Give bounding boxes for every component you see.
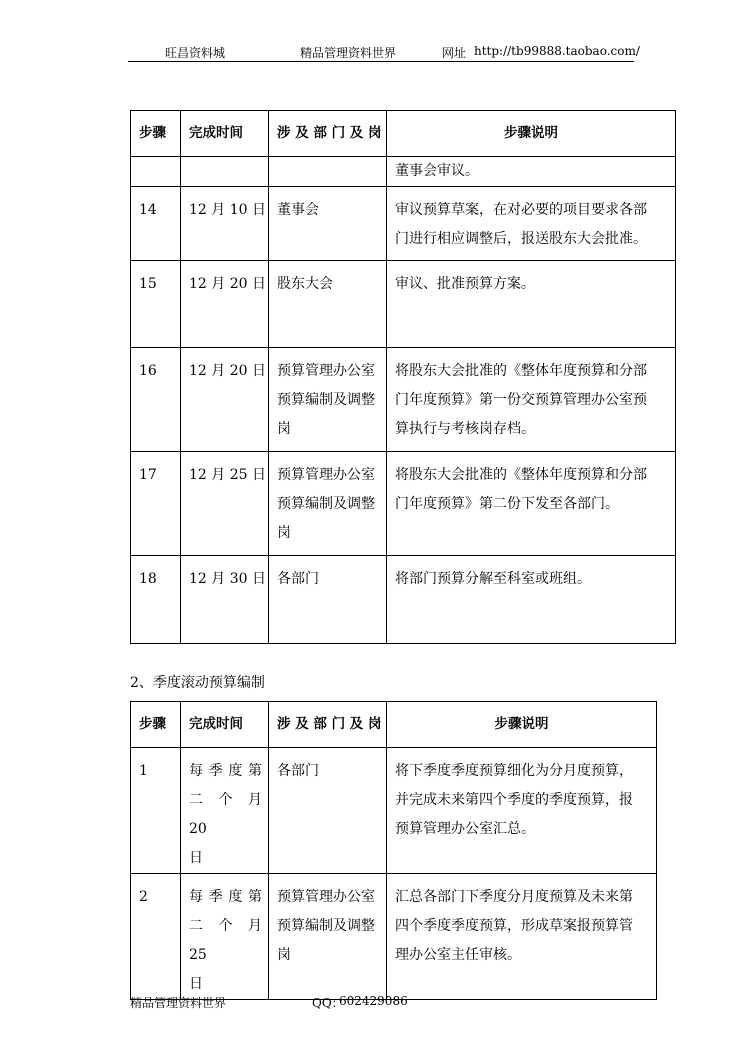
step-cell: 2 <box>131 874 181 1000</box>
table-header-row <box>131 111 676 157</box>
footer-left-text: 精品管理资料世界 <box>130 996 227 1010</box>
header-url-label: 网址 <box>442 46 467 60</box>
budget-steps-table-annual <box>130 110 676 644</box>
desc-cell: 将股东大会批准的《整体年度预算和分部 门年度预算》第一份交预算管理办公室预 算执行与考核岗存档。 <box>387 348 676 452</box>
desc-cell: 将股东大会批准的《整体年度预算和分部 门年度预算》第二份下发至各部门。 <box>387 452 676 556</box>
footer-qq-number: 602429086 <box>339 994 408 1008</box>
header-rule <box>128 61 634 62</box>
time-cell: 12 月 25 日 <box>181 452 269 556</box>
col-header-time: 完成时间 <box>181 111 269 157</box>
table-row <box>131 556 676 644</box>
table-row-continuation <box>131 157 676 187</box>
col-header-step: 步骤 <box>131 111 181 157</box>
table-row <box>131 261 676 348</box>
dept-cell: 预算管理办公室 预算编制及调整 岗 <box>269 452 387 556</box>
continuation-text: 董事会审议。 <box>387 157 676 187</box>
table-row <box>131 874 657 1000</box>
dept-cell: 各部门 <box>269 748 387 874</box>
budget-steps-table-quarterly <box>130 701 657 1000</box>
time-cell: 每 季 度 第 二 个 月 20 日 <box>181 748 269 874</box>
dept-cell: 董事会 <box>269 187 387 261</box>
dept-cell: 股东大会 <box>269 261 387 348</box>
table-row <box>131 187 676 261</box>
step-cell: 15 <box>131 261 181 348</box>
col-header-step: 步骤 <box>131 702 181 748</box>
desc-cell: 汇总各部门下季度分月度预算及未来第 四个季度季度预算，形成草案报预算管 理办公室主任审核。 <box>387 874 657 1000</box>
step-cell: 16 <box>131 348 181 452</box>
step-cell: 1 <box>131 748 181 874</box>
desc-cell: 将下季度季度预算细化为分月度预算， 并完成未来第四个季度的季度预算，报 预算管理办公室汇总。 <box>387 748 657 874</box>
dept-cell: 各部门 <box>269 556 387 644</box>
col-header-desc: 步骤说明 <box>387 111 676 157</box>
time-cell: 每 季 度 第 二 个 月 25 日 <box>181 874 269 1000</box>
table-row <box>131 452 676 556</box>
time-cell: 12 月 30 日 <box>181 556 269 644</box>
section-heading: 2、季度滚动预算编制 <box>130 675 265 691</box>
col-header-desc: 步骤说明 <box>387 702 657 748</box>
desc-cell: 审议、批准预算方案。 <box>387 261 676 348</box>
step-cell: 17 <box>131 452 181 556</box>
footer-qq-label: QQ： <box>312 996 344 1010</box>
step-cell: 14 <box>131 187 181 261</box>
table-header-row <box>131 702 657 748</box>
time-cell: 12 月 10 日 <box>181 187 269 261</box>
step-cell: 18 <box>131 556 181 644</box>
time-cell: 12 月 20 日 <box>181 261 269 348</box>
dept-cell: 预算管理办公室 预算编制及调整 岗 <box>269 348 387 452</box>
dept-cell: 预算管理办公室 预算编制及调整 岗 <box>269 874 387 1000</box>
time-cell: 12 月 20 日 <box>181 348 269 452</box>
desc-cell: 审议预算草案，在对必要的项目要求各部 门进行相应调整后，报送股东大会批准。 <box>387 187 676 261</box>
header-center-text: 精品管理资料世界 <box>300 46 397 60</box>
header-url: http://tb99888.taobao.com/ <box>474 44 640 58</box>
header-left-text: 旺昌资料城 <box>165 46 226 60</box>
table-row <box>131 348 676 452</box>
col-header-dept: 涉 及 部 门 及 岗 <box>269 111 387 157</box>
table-row <box>131 748 657 874</box>
col-header-time: 完成时间 <box>181 702 269 748</box>
col-header-dept: 涉 及 部 门 及 岗 <box>269 702 387 748</box>
desc-cell: 将部门预算分解至科室或班组。 <box>387 556 676 644</box>
